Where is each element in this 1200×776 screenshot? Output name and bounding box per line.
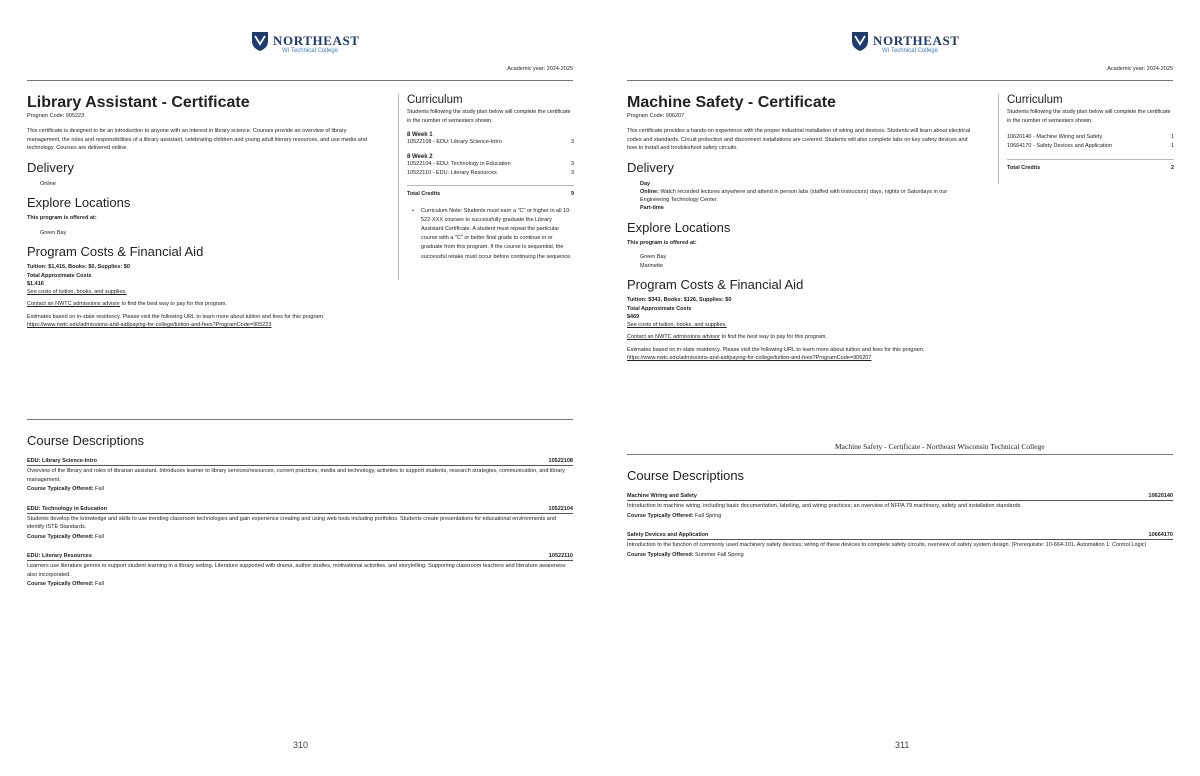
- program-main: [627, 94, 977, 362]
- course-offered: [627, 551, 1173, 560]
- curriculum-heading: Curriculum: [1007, 94, 1063, 106]
- total-credits-label: Total Credits: [407, 191, 441, 198]
- costs-line: Tuition: $343, Books: $126, Supplies: $0: [627, 297, 732, 304]
- curriculum-list: [1007, 133, 1174, 151]
- delivery-online-label: Online:: [640, 188, 659, 195]
- offered-label: This program is offered at:: [27, 215, 97, 222]
- course-name: EDU: Technology in Education: [27, 505, 107, 512]
- advisor-line: [627, 333, 977, 341]
- course-description: Overview of the library and roles of librarian assistant. Introduces learner to library services/resources, current practices, media and technology, activities to support students, research strategies, communication, and library management.: [27, 468, 565, 483]
- course-header: [27, 553, 573, 561]
- course-code: 10620140: [1148, 493, 1173, 499]
- see-costs-link[interactable]: See costs of tuition, books, and supplies.: [627, 322, 727, 329]
- course-entry: [27, 458, 573, 494]
- advisor-text: to find the best way to pay for this program.: [119, 301, 227, 308]
- curriculum-credits: 1: [1170, 134, 1174, 141]
- section-rule: [27, 419, 573, 420]
- shield-logo-icon: [250, 30, 270, 52]
- advisor-line: [27, 300, 377, 308]
- course-header: [27, 506, 573, 514]
- course-name: EDU: Literary Resources: [27, 553, 92, 560]
- costs-heading: Program Costs & Financial Aid: [27, 243, 204, 259]
- course-entry: [27, 506, 573, 542]
- curriculum-credits: 3: [570, 139, 574, 146]
- curriculum-course: 10664170 - Safety Devices and Application: [1007, 142, 1112, 149]
- program-description: This certificate is designed to be an introduction to anyone with an interest in library science. Courses provide an overview of library management, the roles and responsibilities of a library assistant, celebrating children and young adult literary resources, and use media and technology. Courses are delivered online.: [27, 128, 367, 152]
- course-header: [627, 493, 1173, 501]
- total-costs-value: $469: [627, 313, 640, 320]
- curriculum-intro: Students following the study plan below will complete the certificate in the number of semesters shown.: [407, 109, 571, 124]
- course-name: Machine Wiring and Safety: [627, 493, 697, 499]
- curriculum-row: [407, 138, 574, 147]
- costs-line: Tuition: $1,416, Books: $0, Supplies: $0: [27, 264, 130, 271]
- program-description: This certificate provides a hands-on experience with the proper industrial installation of wiring and devices. Students will learn about electrical codes and standards. Circuit protection and disconnect installations are covered. Students will also complete labs on key safety devices and how to install and troubleshoot safety circuits.: [627, 128, 971, 152]
- delivery-heading: Delivery: [627, 159, 674, 175]
- curriculum-course: 10522110 - EDU: Literary Resources: [407, 169, 497, 176]
- total-credits-value: 9: [570, 191, 574, 198]
- total-costs-label: Total Approximate Costs: [627, 305, 692, 312]
- explore-heading: Explore Locations: [627, 219, 731, 235]
- offered-label: Course Typically Offered:: [627, 551, 694, 558]
- curriculum-row: [407, 160, 574, 169]
- total-credits-value: 2: [1170, 164, 1174, 171]
- course-header: [627, 532, 1173, 540]
- shield-logo-icon: [850, 30, 870, 52]
- total-credits-label: Total Credits: [1007, 164, 1041, 171]
- term-name: 8 Week 1: [407, 132, 433, 139]
- curriculum-row: [407, 169, 574, 178]
- nwtc-logo: [850, 30, 960, 58]
- header-rule: [27, 80, 573, 81]
- header-rule: [627, 80, 1173, 81]
- academic-year: Academic year: 2024-2025: [507, 66, 573, 72]
- course-desc-heading: Course Descriptions: [627, 468, 745, 483]
- offered-terms: Fall: [93, 581, 104, 588]
- program-code: Program Code: 905223: [27, 113, 85, 120]
- course-description: Introduction to machine wiring, including basic documentation, labeling, and wiring practices; an overview of NFPA 79 machinery, safety and installation standards.: [627, 503, 1022, 509]
- course-entry: [627, 532, 1173, 559]
- page-number: 311: [895, 740, 910, 750]
- delivery-part-time: Part-time: [640, 205, 664, 212]
- curriculum-panel: [998, 94, 1174, 184]
- tuition-url-link[interactable]: https://www.nwtc.edu/admissions-and-aid/paying-for-college/tuition-and-fees?ProgramCode=906207: [627, 354, 872, 361]
- total-costs-label: Total Approximate Costs: [27, 272, 92, 279]
- nwtc-logo: [250, 30, 360, 58]
- delivery-heading: Delivery: [27, 159, 74, 175]
- curriculum-intro: Students following the study plan below will complete the certificate in the number of semesters shown.: [1007, 109, 1171, 124]
- course-description: Introduction to the function of commonly used machinery safety devices, wiring of these devices to complete safety circuits, overview of safety system design. (Prerequisite: 10-664-101, Automation 1: Control Logic): [627, 542, 1147, 549]
- curriculum-row: [1007, 142, 1174, 151]
- delivery-day: Day: [640, 180, 651, 187]
- brand-name: NORTHEAST: [273, 33, 360, 48]
- offered-label: Course Typically Offered:: [27, 486, 94, 493]
- offered-label: Course Typically Offered:: [27, 533, 94, 540]
- offered-label: This program is offered at:: [627, 240, 697, 247]
- delivery-online-text: Watch recorded lectures anywhere and attend in person labs (staffed with instructors) days, nights or Saturdays in our Engineering Technology Center.: [640, 188, 948, 204]
- total-credits-row: [407, 185, 574, 199]
- curriculum-credits: 3: [570, 169, 574, 176]
- course-code: 10522104: [548, 505, 573, 512]
- offered-terms: Fall: [93, 533, 104, 540]
- term-name: 8 Week 2: [407, 153, 433, 160]
- course-name: EDU: Library Science-Intro: [27, 458, 97, 464]
- offered-label: Course Typically Offered:: [27, 581, 94, 588]
- see-costs-link[interactable]: See costs of tuition, books, and supplies.: [27, 289, 127, 296]
- location-item: Marinette: [640, 262, 663, 269]
- curriculum-panel: [398, 94, 574, 280]
- program-main: [27, 94, 377, 329]
- page-number: 310: [293, 740, 309, 750]
- advisor-text: to find the best way to pay for this program.: [719, 334, 827, 341]
- course-offered: [627, 512, 1173, 521]
- brand-sub: WI Technical College: [282, 48, 338, 54]
- course-header: [27, 458, 573, 466]
- course-code: 10664170: [1148, 532, 1173, 539]
- course-entry: [27, 553, 573, 589]
- course-name: Safety Devices and Application: [627, 532, 709, 539]
- curriculum-row: [1007, 133, 1174, 142]
- running-title: Machine Safety - Certificate - Northeast Wisconsin Technical College: [835, 442, 1045, 451]
- course-offered: [27, 485, 573, 494]
- page-title: Machine Safety - Certificate: [627, 94, 836, 111]
- curriculum-credits: 3: [570, 160, 574, 167]
- curriculum-credits: 1: [1170, 142, 1174, 149]
- offered-label: Course Typically Offered:: [627, 512, 694, 519]
- course-descriptions: [27, 433, 573, 589]
- offered-terms: Fall: [93, 486, 104, 493]
- course-code: 10522108: [548, 458, 573, 464]
- offered-terms: Fall Spring: [693, 512, 722, 519]
- right-page: [600, 0, 1200, 776]
- curriculum-course: 10522104 - EDU: Technology in Education: [407, 160, 511, 167]
- brand-sub: WI Technical College: [882, 48, 938, 54]
- advisor-link[interactable]: Contact an NWTC admissions advisor: [627, 334, 720, 341]
- curriculum-note: • Curriculum Note: Students must earn a "C" or higher in all 10-522-XXX courses to successfully graduate the Library Assistant Certificate. A student must repeat the particular course with a "C" or better final grade to continue in or graduate from this program. If the course is sequential, the successful retake must occur before continuing the sequence.: [407, 207, 574, 261]
- delivery-online: [640, 188, 977, 205]
- academic-year: Academic year: 2024-2025: [1107, 66, 1173, 72]
- page-title: Library Assistant - Certificate: [27, 94, 250, 111]
- offered-terms: Summer Fall Spring: [693, 551, 744, 558]
- total-costs-value: $1,416: [27, 280, 44, 287]
- costs-heading: Program Costs & Financial Aid: [627, 276, 804, 292]
- course-offered: [27, 580, 573, 589]
- estimates-text: Estimates based on in-state residency. Please visit the following URL to learn more about tuition and fees for this program.: [27, 313, 325, 320]
- curriculum-course: 10620140 - Machine Wiring and Safety: [1007, 134, 1103, 141]
- course-desc-heading: Course Descriptions: [27, 433, 145, 448]
- course-description: Students develop the knowledge and skills to use trending classroom technologies and gain experience creating and using web tools including portfolios. Students create presentations for educational environments and identify ISTE Standards.: [27, 515, 556, 531]
- explore-heading: Explore Locations: [27, 194, 131, 210]
- curriculum-course: 10522108 - EDU: Library Science-Intro: [407, 139, 502, 146]
- course-descriptions: [627, 468, 1173, 559]
- course-code: 10522110: [548, 553, 573, 560]
- program-code: Program Code: 906207: [627, 113, 685, 120]
- estimates-text: Estimates based on in-state residency. Please visit the following URL to learn more about tuition and fees for this program.: [627, 346, 925, 353]
- curriculum-heading: Curriculum: [407, 94, 463, 106]
- tuition-url-link[interactable]: https://www.nwtc.edu/admissions-and-aid/paying-for-college/tuition-and-fees?ProgramCode=905223: [27, 321, 272, 328]
- brand-name: NORTHEAST: [873, 33, 960, 48]
- location-item: Green Bay: [640, 254, 667, 261]
- advisor-link[interactable]: Contact an NWTC admissions advisor: [27, 301, 120, 308]
- course-description: Learners use literature genres to support student learning in a library setting. Literature supported with drama, author studies, motivational activities, and storytelling. Supporting classroom teachers and literature awareness also incorporated.: [27, 563, 566, 578]
- course-offered: [27, 533, 573, 542]
- delivery-mode: Online: [40, 180, 56, 187]
- course-entry: [627, 493, 1173, 520]
- total-credits-row: [1007, 159, 1174, 173]
- location-item: Green Bay: [40, 229, 67, 236]
- section-rule: [627, 454, 1173, 455]
